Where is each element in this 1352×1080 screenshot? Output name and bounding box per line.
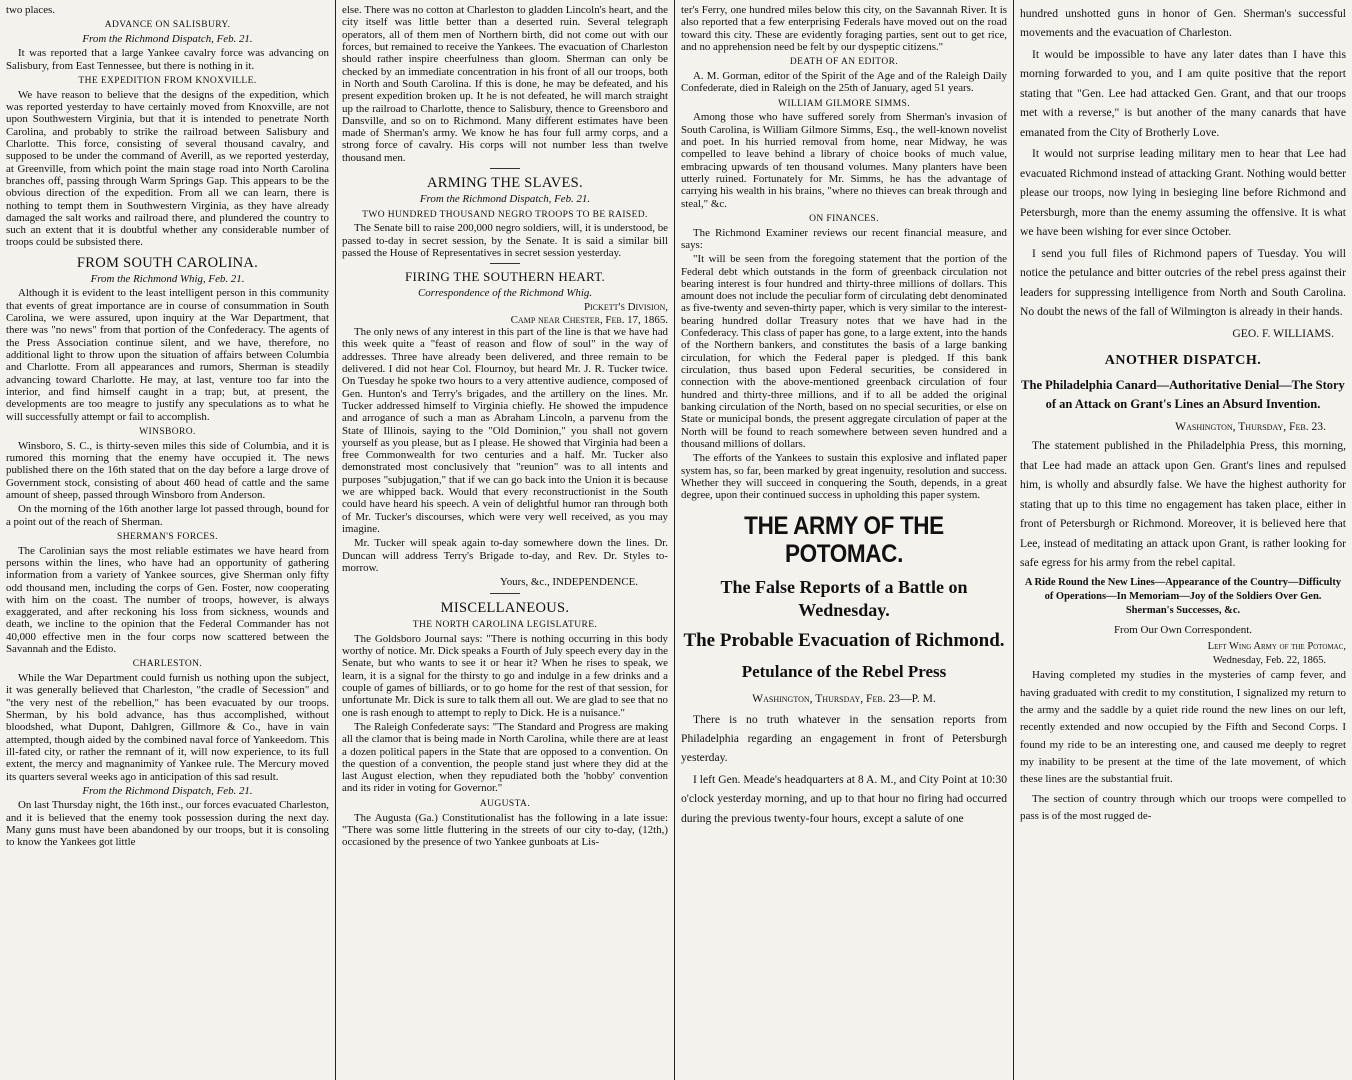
paragraph: Having completed my studies in the mysteries of camp fever, and having graduated with credit to my constitution, I signalized my return to the army and the saddle by a quiet ride round the new lines on our left, recently extended and now occupied by the Fifth and Second Corps. I found my ride to be an interesting one, and caused me deeply to regret my inability to be present at the time of the late movement, of which these lines are the substantial fruit. (1020, 669, 1346, 786)
deck-headline: The Philadelphia Canard—Authoritative Denial—The Story of an Attack on Grant's Lines an Absurd Invention. (1021, 378, 1345, 411)
paragraph: It would not surprise leading military men to hear that Lee had evacuated Richmond instead of attacking Grant. Nothing would better please our troops, now lying in besieging line before Richmond and Petersburgh, more than the enemy assuming the offensive. It is what we have been wishing for ever since October. (1020, 147, 1346, 239)
subheading: AUGUSTA. (479, 798, 531, 809)
heading-arming-the-slaves: ARMING THE SLAVES. (427, 175, 583, 192)
divider (490, 263, 520, 264)
paragraph: Mr. Tucker will speak again to-day somewhere down the lines. Dr. Duncan will address Terry's Brigade to-day, and Rev. Dr. Styles to-morrow. (342, 537, 668, 574)
signature: GEO. F. WILLIAMS. (1232, 326, 1334, 340)
dateline: Washington, Thursday, Feb. 23. (1175, 419, 1326, 433)
paragraph: The Richmond Examiner reviews our recent financial measure, and says: (681, 226, 1007, 251)
paragraph: On last Thursday night, the 16th inst., our forces evacuated Charleston, and it is believed that the enemy took possession during the next day. Many guns must have been abandoned by our troops, but it is consoling to know the Yankees got little (6, 799, 329, 849)
paragraph: The Senate bill to raise 200,000 negro soldiers, will, it is understood, be passed to-day in secret session, by the Senate. It is said a similar bill passed the House of Representatives in secret session yesterday. (342, 222, 668, 260)
subheading: TWO HUNDRED THOUSAND NEGRO TROOPS TO BE RAISED. (362, 209, 648, 220)
paragraph: ter's Ferry, one hundred miles below this city, on the Savannah River. It is also reported that a few enterprising Federals have moved out on the road toward this city. These are evidently foraging parties, sent out to get rice, and no apprehension need be felt by our dyspeptic citizens." (681, 4, 1007, 53)
divider (490, 593, 520, 594)
heading-charleston: CHARLESTON. (132, 659, 203, 670)
paragraph: The Goldsboro Journal says: "There is nothing occurring in this body worthy of notice. Mr. Dick speaks a Fourth of July speech every day in the Senate, but who wants to see it or hear it? When he rises to speak, we learn, it is a signal for the thirsty to go and indulge in a few drinks and a couple of games of billiards, or to go home for the rest of that session, for unfortunate Mr. Dick is sure to talk them all out. We are glad to see that no one is rash enough to attempt to reply to Dick. He is a nuisance." (342, 632, 668, 719)
column-2 (336, 0, 674, 1080)
paragraph: The Carolinian says the most reliable estimates we have heard from persons within the lines, who have had an opportunity of gathering information from a variety of Yankee sources, give Sherman only fifty odd thousand men, including the corps of Gen. Foster, now cooperating with him on the coast. The number of troops, however, is always exaggerated, and after reckoning his loss from sickness, wounds and death, we incline to the opinion that the Federal Commander has not 40,000 effective men in the four corps now scattered between the Savannah and the Edisto. (6, 544, 329, 656)
divider (490, 168, 520, 169)
lead-text: two places. (6, 4, 55, 16)
dateline-left-wing: Left Wing Army of the Potomac, (1207, 640, 1346, 652)
source-line: From the Richmond Dispatch, Feb. 21. (419, 193, 591, 206)
subheading: WILLIAM GILMORE SIMMS. (777, 98, 911, 109)
paragraph: It was reported that a large Yankee cavalry force was advancing on Salisbury, from East Tennessee, but there is nothing in it. (6, 47, 329, 72)
heading-shermans-forces: SHERMAN'S FORCES. (117, 531, 218, 542)
paragraph: else. There was no cotton at Charleston to gladden Lincoln's heart, and the city itself was little better than a deserted ruin. Several telegraph operators, all of them men of Northern birth, did not come out with our forces, but remained to receive the Yankees. The evacuation of Charleston should rather inspire cheerfulness than gloom. Sherman can only be checked by an immediate concentration in his front of all our troops, both in North and South Carolina. If this is done, he may be defeated, and his present expedition broken up. It he is not defeated, he will march straight up the railroad to Charlotte, thence to Salisbury, thence to Greensboro and Dansville, and so on to Richmond. Many different estimates have been made of Sherman's army. We know he has four full army corps, and a strong force of cavalry. His corps will not number less than twelve thousand men. (342, 4, 668, 164)
paragraph: On the morning of the 16th another large lot passed through, bound for a point out of the reach of Sherman. (6, 503, 329, 528)
deck-headline: The Probable Evacuation of Richmond. (683, 630, 1005, 652)
dateline-division: Pickett's Division, (584, 301, 668, 314)
deck-headline: A Ride Round the New Lines—Appearance of the Country—Difficulty of Operations—In Memoriam—Joy of the Soldiers Over Gen. Sherman's Successes, &c. (1024, 577, 1342, 616)
heading-from-south-carolina: FROM SOUTH CAROLINA. (76, 254, 259, 271)
source-line: From the Richmond Whig, Feb. 21. (90, 273, 245, 286)
signature: Yours, &c., INDEPENDENCE. (499, 576, 638, 589)
paragraph: The section of country through which our troops were compelled to pass is of the most rugged de- (1020, 792, 1346, 823)
heading-expedition-knoxville: THE EXPEDITION FROM KNOXVILLE. (78, 75, 257, 86)
headline-army-of-the-potomac: THE ARMY OF THE POTOMAC. (744, 512, 944, 568)
paragraph: "It will be seen from the foregoing statement that the portion of the Federal debt which outstands in the form of greenback circulation not bearing interest is four hundred and thirty-three millions of dollars. This amount does not include the peculiar form of circulating debt denominated as five-twenty and seven-thirty paper, which is very similar to the interest-bearing hundred dollar Treasury notes that we have had in the Confederacy. This class of paper has gone, to a large extent, into the hands of the Northern bankers, and constitutes the basis of a large banking circulation, for which the Federal paper is pledged. If this bank circulation, thus based upon Federal securities, be considered in connection with the above-mentioned greenback circulation of four hundred and thirty-three millions, and if to all be added the original banking circulation of the North, based on no special securities, or else on State or municipal bonds, the present aggregate circulation of paper at the North will be found to reach somewhere between seven hundred and a thousand millions of dollars. (681, 253, 1008, 450)
paragraph: The only news of any interest in this part of the line is that we have had this week quite a "feast of reason and flow of soul" in the way of addresses. Three have already been delivered, and three remain to be delivered. I did not hear Col. Flournoy, but heard Mr. J. R. Tucker twice. On Tuesday he spoke two hours to a very attentive audience, composed of Gen. Hunton's and Terry's brigades, and the artillery on the lines. Mr. Tucker addressed himself to Virginia chiefly. He showed the impudence and arrogance of such a man as Abraham Lincoln, a parvenu from the State of Illinois, saying to the "Old Dominion," you shall not govern yourself as you please, but as I please. He showed that Virginia had been a free Commonwealth for two centuries and a half. Mr. Tucker also demonstrated most conclusively that "reunion" was to all intents and purposes "subjugation," that if we can go back into the Union it is because we are whipped back. Would that every reconstructionist in the South could have heard his speech. A vein of delightful humor ran through both of Mr. Tucker's discourses, which were very well received, as you may imagine. (342, 326, 668, 536)
paragraph: hundred unshotted guns in honor of Gen. Sherman's successful movements and the evacuation of Charleston. (1020, 7, 1346, 40)
deck-headline: Petulance of the Rebel Press (741, 662, 947, 682)
correspondent-line: From Our Own Correspondent. (1113, 624, 1253, 637)
column-4 (1014, 0, 1352, 1080)
dateline-date: Wednesday, Feb. 22, 1865. (1212, 654, 1326, 666)
paragraph: We have reason to believe that the designs of the expedition, which was reported yesterday to have certainly moved from Knoxville, are not upon Southwestern Virginia, but that it is intended to penetrate North Carolina, and probably to strike the railroad between Salisbury and Charlotte. This force, consisting of several thousand cavalry, and supposed to be under the command of Averill, as we reported yesterday, at Greenville, from which point the main stage road into North Carolina branches off, passing through Warm Springs Gap. This appears to be the obvious direction of the expedition. From all we can learn, there is nothing to tempt them in Southwestern Virginia, as they have already damaged the salt works and railroad there, and plundered the country to such an extent that it is doubtful whether any considerable number of troops could be subsisted there. (6, 88, 329, 249)
subheading: THE NORTH CAROLINA LEGISLATURE. (412, 619, 598, 630)
heading-firing-southern-heart: FIRING THE SOUTHERN HEART. (404, 269, 606, 285)
paragraph: Although it is evident to the least intelligent person in this community that events of great importance are in course of consummation in South Carolina, we were assured, upon inquiry at the War Department, that there was "no news" from that portion of the Confederacy. The agents of the Press Association continue silent, and we have, therefore, no additional light to throw upon the situation of affairs between Columbia and Charlotte. From all appearances and rumors, Sherman is steadily advancing toward Charlotte. He may, at last, venture too far into the interior, and find himself caught in a trap; but, at present, the developments are too meagre to justify any speculations as to what he will successfully attempt or fail to accomplish. (6, 287, 329, 423)
heading-advance-on-salisbury: ADVANCE ON SALISBURY. (104, 20, 231, 31)
source-line: From the Richmond Dispatch, Feb. 21. (82, 33, 253, 46)
dateline-camp: Camp near Chester, Feb. 17, 1865. (510, 313, 668, 326)
paragraph: Winsboro, S. C., is thirty-seven miles this side of Columbia, and it is rumored this morning that the enemy have occupied it. The news published there on the 16th stated that on the day before a large drove of Government stock, consisting of about 460 head of cattle and the same amount of sheep, passed through Winsboro from Anderson. (6, 439, 329, 501)
paragraph: The Augusta (Ga.) Constitutionalist has the following in a late issue: "There was some little fluttering in the streets of our city to-day, (12th,) occasioned by the presence of two Yankee gunboats at Lis- (342, 811, 668, 849)
source-line: Correspondence of the Richmond Whig. (417, 287, 593, 300)
heading-winsboro: WINSBORO. (139, 426, 196, 437)
paragraph: The efforts of the Yankees to sustain this explosive and inflated paper system has, so far, been marked by great ingenuity, resolution and success. Whether they will succeed in conquering the South, depends, in a great degree, upon their continued success in upholding this paper system. (681, 452, 1007, 502)
deck-headline: The False Reports of a Battle on Wednesday. (720, 577, 968, 620)
heading-another-dispatch: ANOTHER DISPATCH. (1104, 352, 1262, 368)
paragraph: The statement published in the Philadelphia Press, this morning, that Lee had made an attack upon Gen. Grant's lines and repulsed him, is wholly and absurdly false. We have the highest authority for stating that up to this time no engagement has taken place, either in front of Petersburgh or Richmond. Moreover, it is believed here that Lee, instead of meditating an attack upon Grant, is rather looking for safe egress for his army from the rebel capital. (1020, 439, 1346, 570)
subheading: ON FINANCES. (809, 213, 879, 224)
paragraph: It would be impossible to have any later dates than I have this morning forwarded to you, and I am quite positive that the report stating that "Gen. Lee had attacked Gen. Grant, and that our troops met with a reverse," is but another of the many canards that have emanated from the City of Brotherly Love. (1020, 47, 1346, 139)
paragraph: A. M. Gorman, editor of the Spirit of the Age and of the Raleigh Daily Confederate, died in Raleigh on the 25th of January, aged 51 years. (681, 69, 1007, 95)
source-line: From the Richmond Dispatch, Feb. 21. (82, 784, 253, 797)
paragraph: While the War Department could furnish us nothing upon the subject, it was generally believed that Charleston, "the cradle of Secession" and "the very nest of the rebellion," has been evacuated by our troops. Sherman, by his bold advance, has thus accomplished, without bloodshed, what Dupont, Dahlgren, Gillmore & Co., have in vain attempted, though aided by the combined naval force of Yankeedom. This ill-fated city, or rather the remnant of it, will now experience, to its full extent, the mercy and magnanimity of Yankee rule. The Mercury moved its quarters several weeks ago in anticipation of this sad result. (6, 672, 329, 783)
paragraph: There is no truth whatever in the sensation reports from Philadelphia regarding an engagement in front of Petersburgh yesterday. (681, 712, 1007, 765)
paragraph: I send you full files of Richmond papers of Tuesday. You will notice the petulance and bitter outcries of the rebel press against their leaders for suppressing intelligence from North and South Carolina. No doubt the news of the fall of Wilmington is already in their hands. (1020, 246, 1346, 319)
paragraph: I left Gen. Meade's headquarters at 8 A. M., and City Point at 10:30 o'clock yesterday morning, and up to that hour no firing had occurred during the previous twenty-four hours, except a salute of one (681, 772, 1007, 825)
paragraph: The Raleigh Confederate says: "The Standard and Progress are making all the clamor that is being made in North Carolina, while there are at least a dozen political papers in the State that are opposed to a convention. On the question of a convention, the people stand just where they did at the last August election, when they repudiated both the 'hobby' convention and its rider in voting for Governor." (342, 720, 668, 795)
dateline: Washington, Thursday, Feb. 23—P. M. (752, 692, 936, 706)
column-1 (0, 0, 335, 1080)
heading-miscellaneous: MISCELLANEOUS. (440, 599, 570, 616)
paragraph: Among those who have suffered sorely from Sherman's invasion of South Carolina, is William Gilmore Simms, Esq., the well-known novelist and poet. In his hurried removal from home, near Midway, he was compelled to leave behind a library of choice books of much value, embracing upwards of ten thousand volumes. Many planters have been utterly ruined. Fortunately for Mr. Simms, he has the advantage of carrying his wealth in his brains, "where no thieves can break through and steal," &c. (681, 111, 1007, 210)
column-3 (675, 0, 1013, 1080)
subheading: DEATH OF AN EDITOR. (789, 57, 899, 68)
